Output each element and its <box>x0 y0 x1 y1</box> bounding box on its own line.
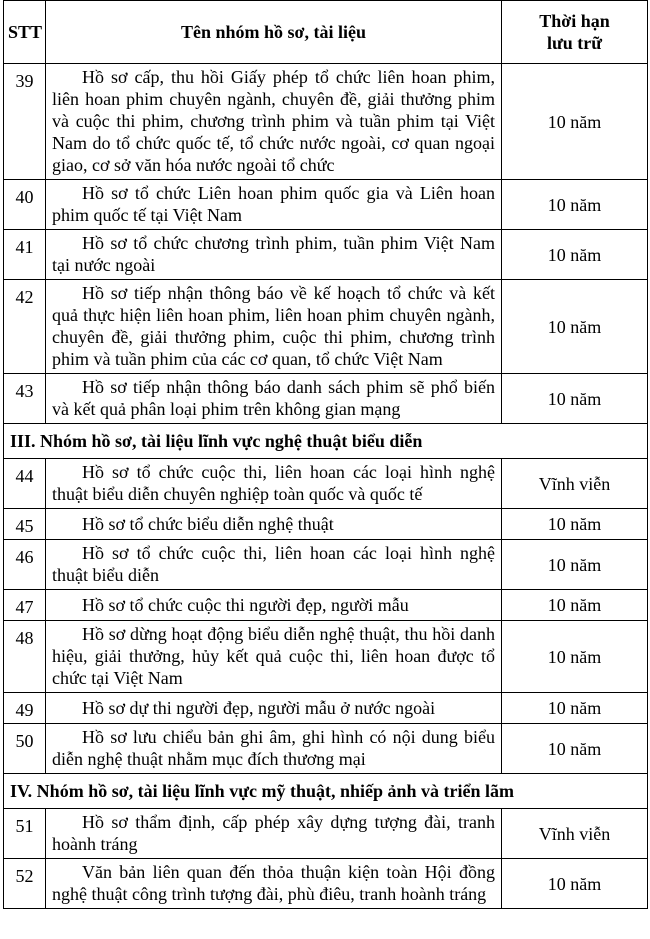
row-stt: 44 <box>4 459 46 509</box>
row-name: Hồ sơ dự thi người đẹp, người mẫu ở nước ngoài <box>82 697 436 718</box>
row-retention: 10 năm <box>502 859 648 909</box>
row-retention: 10 năm <box>502 509 648 540</box>
row-name: Hồ sơ cấp, thu hồi Giấy phép tổ chức liên hoan phim, liên hoan phim chuyên ngành, chuyên đề, giải thưởng phim và cuộc thi phim, chương trình phim và tuần phim tại Việt Nam do tổ chức quốc tế, tổ chức nước ngoài, cơ quan ngoại giao, cơ sở văn hóa nước ngoài tổ chức <box>52 67 495 175</box>
row-stt: 42 <box>4 280 46 374</box>
header-stt: STT <box>4 1 46 64</box>
row-name-cell <box>46 724 502 774</box>
row-retention: Vĩnh viễn <box>502 809 648 859</box>
row-stt: 45 <box>4 509 46 540</box>
row-retention: 10 năm <box>502 180 648 230</box>
row-retention: Vĩnh viễn <box>502 459 648 509</box>
row-name-cell <box>46 509 502 540</box>
records-retention-table <box>3 0 648 909</box>
table-row <box>4 590 648 621</box>
row-name: Hồ sơ tiếp nhận thông báo về kế hoạch tổ chức và kết quả thực hiện liên hoan phim, liên hoan phim chuyên ngành, chuyên đề, giải thưởng phim, cuộc thi phim, chương trình phim và tuần phim của các cơ quan, tổ chức Việt Nam <box>52 283 495 369</box>
row-stt: 46 <box>4 540 46 590</box>
row-stt: 48 <box>4 621 46 693</box>
header-time-line1: Thời hạn <box>539 11 610 31</box>
row-name: Hồ sơ tổ chức cuộc thi, liên hoan các loại hình nghệ thuật biểu diễn <box>52 543 495 585</box>
section-title: III. Nhóm hồ sơ, tài liệu lĩnh vực nghệ thuật biểu diễn <box>4 424 648 459</box>
row-name-cell <box>46 859 502 909</box>
row-name-cell <box>46 540 502 590</box>
row-name-cell <box>46 64 502 180</box>
row-retention: 10 năm <box>502 64 648 180</box>
table-row <box>4 374 648 424</box>
row-retention: 10 năm <box>502 540 648 590</box>
row-retention: 10 năm <box>502 374 648 424</box>
header-name: Tên nhóm hồ sơ, tài liệu <box>46 1 502 64</box>
row-stt: 49 <box>4 693 46 724</box>
table-row <box>4 459 648 509</box>
row-stt: 52 <box>4 859 46 909</box>
row-name-cell <box>46 230 502 280</box>
section-row <box>4 424 648 459</box>
row-name: Hồ sơ tiếp nhận thông báo danh sách phim sẽ phổ biến và kết quả phân loại phim trên không gian mạng <box>52 377 495 419</box>
table-header-row <box>4 1 648 64</box>
header-time <box>502 1 648 64</box>
table-row <box>4 64 648 180</box>
table-row <box>4 724 648 774</box>
row-retention: 10 năm <box>502 621 648 693</box>
row-name: Hồ sơ thẩm định, cấp phép xây dựng tượng đài, tranh hoành tráng <box>52 812 495 854</box>
row-name: Văn bản liên quan đến thỏa thuận kiện toàn Hội đồng nghệ thuật công trình tượng đài, phù điêu, tranh hoành tráng <box>52 862 495 904</box>
section-row <box>4 774 648 809</box>
row-name-cell <box>46 459 502 509</box>
table-body <box>4 64 648 909</box>
row-name-cell <box>46 180 502 230</box>
row-stt: 41 <box>4 230 46 280</box>
row-name: Hồ sơ tổ chức chương trình phim, tuần phim Việt Nam tại nước ngoài <box>52 233 495 275</box>
row-name-cell <box>46 374 502 424</box>
row-stt: 50 <box>4 724 46 774</box>
row-name: Hồ sơ tổ chức Liên hoan phim quốc gia và Liên hoan phim quốc tế tại Việt Nam <box>52 183 495 225</box>
row-stt: 47 <box>4 590 46 621</box>
row-name: Hồ sơ dừng hoạt động biểu diễn nghệ thuật, thu hồi danh hiệu, giải thưởng, hủy kết quả cuộc thi, liên hoan được tổ chức tại Việt Nam <box>52 624 495 688</box>
table-row <box>4 809 648 859</box>
table-row <box>4 180 648 230</box>
row-name-cell <box>46 280 502 374</box>
row-retention: 10 năm <box>502 280 648 374</box>
row-name: Hồ sơ tổ chức cuộc thi, liên hoan các loại hình nghệ thuật biểu diễn chuyên nghiệp toàn quốc và quốc tế <box>52 462 495 504</box>
row-stt: 39 <box>4 64 46 180</box>
row-name: Hồ sơ lưu chiểu bản ghi âm, ghi hình có nội dung biểu diễn nghệ thuật nhằm mục đích thương mại <box>52 727 495 769</box>
row-retention: 10 năm <box>502 590 648 621</box>
table-row <box>4 540 648 590</box>
row-name-cell <box>46 693 502 724</box>
row-name-cell <box>46 809 502 859</box>
section-title: IV. Nhóm hồ sơ, tài liệu lĩnh vực mỹ thuật, nhiếp ảnh và triển lãm <box>4 774 648 809</box>
table-row <box>4 230 648 280</box>
row-retention: 10 năm <box>502 693 648 724</box>
row-retention: 10 năm <box>502 230 648 280</box>
table-row <box>4 693 648 724</box>
table-row <box>4 280 648 374</box>
row-stt: 51 <box>4 809 46 859</box>
row-name-cell <box>46 621 502 693</box>
row-retention: 10 năm <box>502 724 648 774</box>
row-stt: 43 <box>4 374 46 424</box>
table-row <box>4 859 648 909</box>
header-time-line2: lưu trữ <box>546 33 603 53</box>
table-row <box>4 509 648 540</box>
row-name: Hồ sơ tổ chức cuộc thi người đẹp, người mẫu <box>82 594 409 615</box>
row-stt: 40 <box>4 180 46 230</box>
row-name: Hồ sơ tổ chức biểu diễn nghệ thuật <box>82 513 334 534</box>
row-name-cell <box>46 590 502 621</box>
table-row <box>4 621 648 693</box>
